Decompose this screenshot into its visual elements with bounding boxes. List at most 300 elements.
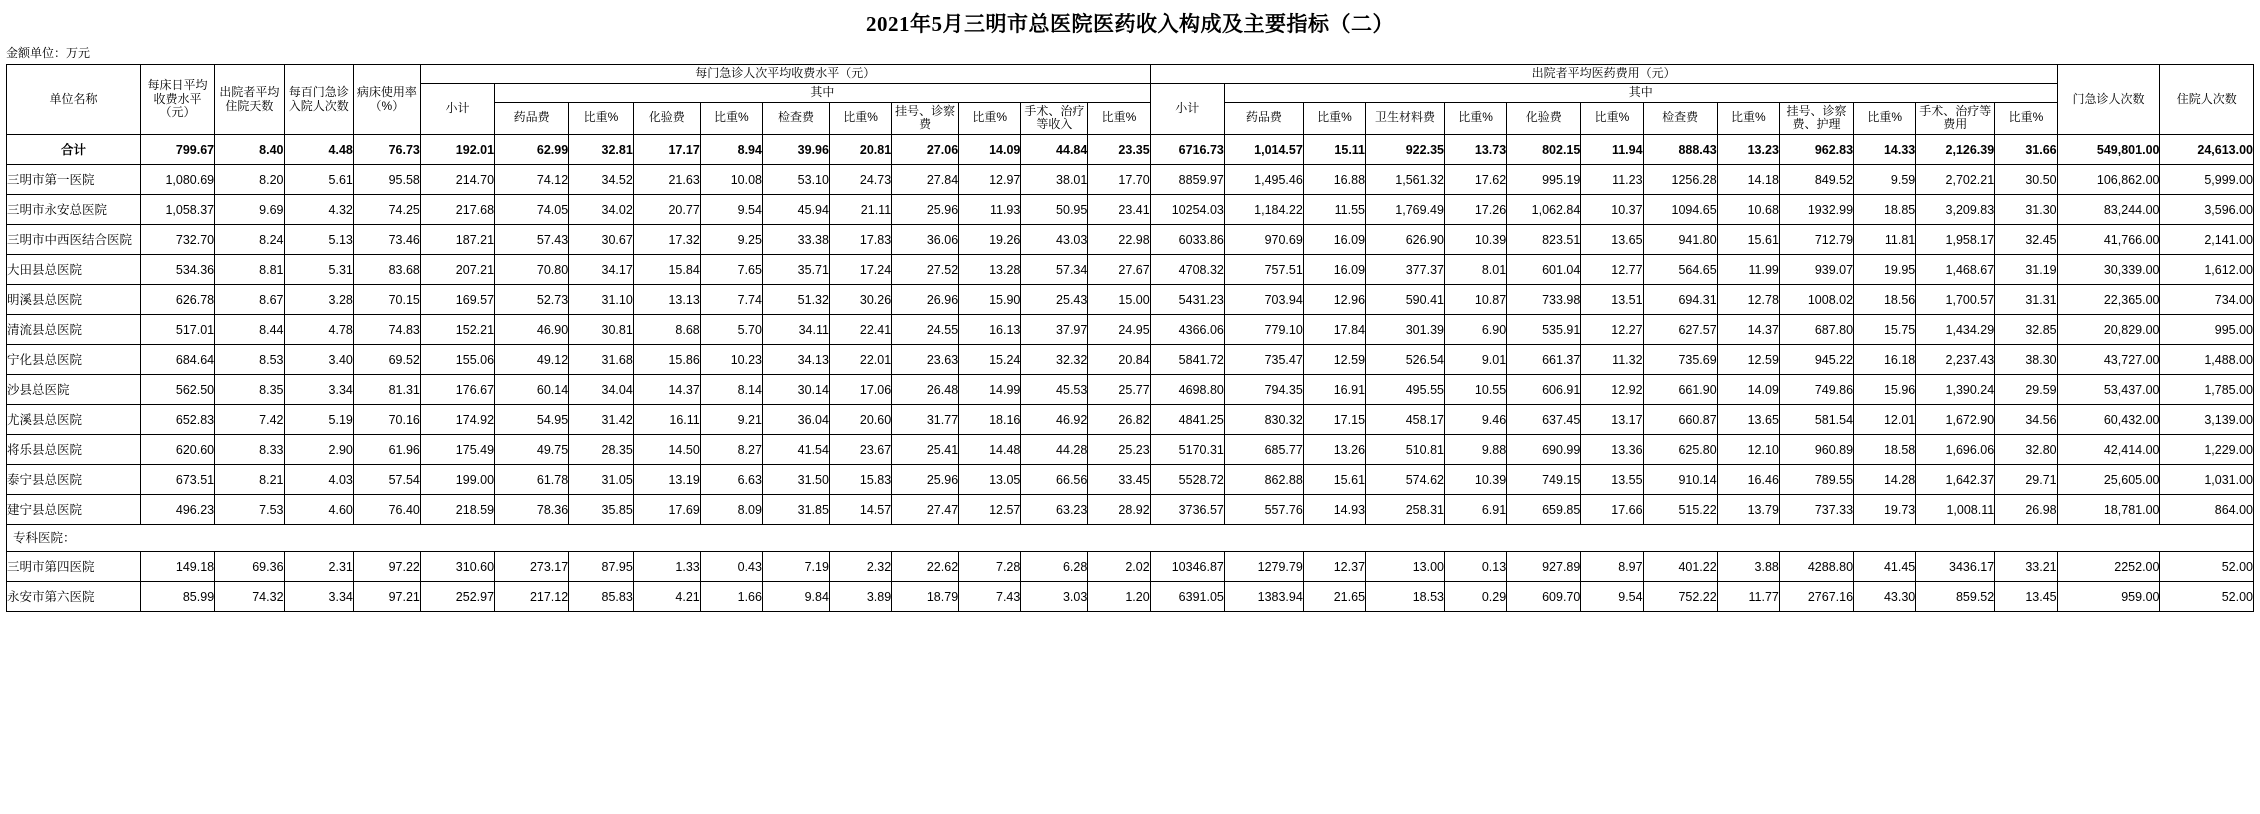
header-op-reg-diag-ratio: 比重%: [959, 102, 1021, 135]
cell-value: 14.33: [1854, 135, 1916, 165]
cell-value: 13.73: [1444, 135, 1506, 165]
cell-value: 685.77: [1224, 435, 1303, 465]
header-op-lab-fee: 化验费: [633, 102, 700, 135]
header-ip-exam-ratio: 比重%: [1717, 102, 1779, 135]
cell-value: 37.97: [1021, 315, 1088, 345]
cell-value: 15.11: [1303, 135, 1365, 165]
cell-value: 70.80: [495, 255, 569, 285]
cell-value: 31.10: [569, 285, 634, 315]
cell-value: 176.67: [420, 375, 494, 405]
cell-value: 31.85: [762, 495, 829, 525]
cell-value: 960.89: [1779, 435, 1853, 465]
cell-value: 13.19: [633, 465, 700, 495]
cell-value: 17.70: [1088, 165, 1150, 195]
cell-value: 74.25: [353, 195, 420, 225]
cell-value: 149.18: [140, 552, 214, 582]
cell-value: 29.71: [1995, 465, 2057, 495]
cell-value: 9.01: [1444, 345, 1506, 375]
cell-value: 15.86: [633, 345, 700, 375]
table-row: [7, 165, 2254, 195]
cell-value: 14.09: [959, 135, 1021, 165]
cell-value: 13.79: [1717, 495, 1779, 525]
cell-value: 41.54: [762, 435, 829, 465]
cell-value: 620.60: [140, 435, 214, 465]
cell-value: 7.19: [762, 552, 829, 582]
cell-value: 859.52: [1916, 582, 1995, 612]
cell-value: 703.94: [1224, 285, 1303, 315]
cell-value: 15.24: [959, 345, 1021, 375]
cell-value: 8.40: [215, 135, 284, 165]
cell-value: 30.67: [569, 225, 634, 255]
cell-value: 57.34: [1021, 255, 1088, 285]
cell-value: 25.41: [892, 435, 959, 465]
cell-value: 1,700.57: [1916, 285, 1995, 315]
cell-value: 51.32: [762, 285, 829, 315]
cell-value: 16.11: [633, 405, 700, 435]
cell-value: 1,495.46: [1224, 165, 1303, 195]
cell-value: 13.00: [1366, 552, 1445, 582]
cell-value: 41.45: [1854, 552, 1916, 582]
cell-value: 11.32: [1581, 345, 1643, 375]
cell-value: 20.84: [1088, 345, 1150, 375]
cell-value: 12.59: [1717, 345, 1779, 375]
cell-value: 17.32: [633, 225, 700, 255]
cell-value: 52.00: [2160, 552, 2254, 582]
table-row: [7, 225, 2254, 255]
cell-value: 735.47: [1224, 345, 1303, 375]
cell-value: 5841.72: [1150, 345, 1224, 375]
header-op-reg-diag-fee: 挂号、诊察费: [892, 102, 959, 135]
cell-value: 35.71: [762, 255, 829, 285]
cell-value: 21.63: [633, 165, 700, 195]
cell-value: 1,612.00: [2160, 255, 2254, 285]
cell-value: 85.99: [140, 582, 214, 612]
cell-value: 20.60: [829, 405, 891, 435]
cell-value: 26.98: [1995, 495, 2057, 525]
cell-value: 9.59: [1854, 165, 1916, 195]
cell-value: 625.80: [1643, 435, 1717, 465]
cell-value: 169.57: [420, 285, 494, 315]
cell-value: 1,696.06: [1916, 435, 1995, 465]
cell-value: 14.28: [1854, 465, 1916, 495]
cell-value: 9.54: [700, 195, 762, 225]
cell-value: 199.00: [420, 465, 494, 495]
cell-value: 732.70: [140, 225, 214, 255]
cell-value: 31.19: [1995, 255, 2057, 285]
cell-value: 10.39: [1444, 225, 1506, 255]
table-row: [7, 315, 2254, 345]
cell-value: 862.88: [1224, 465, 1303, 495]
cell-value: 12.57: [959, 495, 1021, 525]
cell-value: 5,999.00: [2160, 165, 2254, 195]
cell-value: 62.99: [495, 135, 569, 165]
cell-value: 562.50: [140, 375, 214, 405]
header-inpatient-subtotal: 小计: [1150, 83, 1224, 134]
cell-value: 19.73: [1854, 495, 1916, 525]
cell-value: 31.66: [1995, 135, 2057, 165]
cell-value: 2,237.43: [1916, 345, 1995, 375]
cell-value: 8.24: [215, 225, 284, 255]
cell-value: 34.11: [762, 315, 829, 345]
cell-value: 13.13: [633, 285, 700, 315]
cell-value: 32.80: [1995, 435, 2057, 465]
cell-value: 601.04: [1507, 255, 1581, 285]
cell-value: 684.64: [140, 345, 214, 375]
cell-value: 57.54: [353, 465, 420, 495]
unit-note: 金额单位：万元: [6, 46, 91, 60]
cell-value: 7.43: [959, 582, 1021, 612]
header-bed-day-avg: 每床日平均收费水平（元）: [140, 65, 214, 135]
cell-value: 1.20: [1088, 582, 1150, 612]
cell-value: 8.20: [215, 165, 284, 195]
cell-value: 17.26: [1444, 195, 1506, 225]
cell-value: 939.07: [1779, 255, 1853, 285]
row-label: 将乐县总医院: [7, 435, 141, 465]
cell-value: 20,829.00: [2057, 315, 2160, 345]
cell-value: 510.81: [1366, 435, 1445, 465]
cell-value: 31.50: [762, 465, 829, 495]
cell-value: 22.62: [892, 552, 959, 582]
table-row: [7, 582, 2254, 612]
cell-value: 10.39: [1444, 465, 1506, 495]
cell-value: 7.28: [959, 552, 1021, 582]
cell-value: 8.09: [700, 495, 762, 525]
cell-value: 23.67: [829, 435, 891, 465]
page-title: 2021年5月三明市总医院医药收入构成及主要指标（二）: [866, 12, 1394, 36]
cell-value: 4288.80: [1779, 552, 1853, 582]
row-label: 明溪县总医院: [7, 285, 141, 315]
cell-value: 4.48: [284, 135, 353, 165]
cell-value: 2.90: [284, 435, 353, 465]
table-row: [7, 435, 2254, 465]
header-outpatient-among-which: 其中: [495, 83, 1151, 102]
cell-value: 15.84: [633, 255, 700, 285]
cell-value: 1,785.00: [2160, 375, 2254, 405]
cell-value: 11.94: [1581, 135, 1643, 165]
cell-value: 4.21: [633, 582, 700, 612]
cell-value: 187.21: [420, 225, 494, 255]
cell-value: 17.06: [829, 375, 891, 405]
cell-value: 659.85: [1507, 495, 1581, 525]
cell-value: 3.34: [284, 375, 353, 405]
cell-value: 733.98: [1507, 285, 1581, 315]
header-op-drug-ratio: 比重%: [569, 102, 634, 135]
cell-value: 15.96: [1854, 375, 1916, 405]
cell-value: 34.02: [569, 195, 634, 225]
cell-value: 34.17: [569, 255, 634, 285]
cell-value: 11.77: [1717, 582, 1779, 612]
cell-value: 32.45: [1995, 225, 2057, 255]
cell-value: 7.65: [700, 255, 762, 285]
cell-value: 83.68: [353, 255, 420, 285]
cell-value: 8.68: [633, 315, 700, 345]
cell-value: 652.83: [140, 405, 214, 435]
table-row: [7, 135, 2254, 165]
cell-value: 22.01: [829, 345, 891, 375]
cell-value: 38.30: [1995, 345, 2057, 375]
cell-value: 2767.16: [1779, 582, 1853, 612]
header-ip-drug-fee: 药品费: [1224, 102, 1303, 135]
header-ip-material-fee: 卫生材料费: [1366, 102, 1445, 135]
cell-value: 52.73: [495, 285, 569, 315]
cell-value: 85.83: [569, 582, 634, 612]
cell-value: 218.59: [420, 495, 494, 525]
cell-value: 6391.05: [1150, 582, 1224, 612]
cell-value: 4.32: [284, 195, 353, 225]
cell-value: 28.92: [1088, 495, 1150, 525]
cell-value: 25.43: [1021, 285, 1088, 315]
cell-value: 10.68: [1717, 195, 1779, 225]
cell-value: 7.53: [215, 495, 284, 525]
cell-value: 31.30: [1995, 195, 2057, 225]
header-ip-surgery-treat-ratio: 比重%: [1995, 102, 2057, 135]
header-group-outpatient: 每门急诊人次平均收费水平（元）: [420, 65, 1150, 84]
cell-value: 1,434.29: [1916, 315, 1995, 345]
cell-value: 17.15: [1303, 405, 1365, 435]
cell-value: 12.37: [1303, 552, 1365, 582]
cell-value: 11.81: [1854, 225, 1916, 255]
cell-value: 57.43: [495, 225, 569, 255]
cell-value: 6.63: [700, 465, 762, 495]
cell-value: 152.21: [420, 315, 494, 345]
cell-value: 6.90: [1444, 315, 1506, 345]
header-ip-reg-diag-nurse-ratio: 比重%: [1854, 102, 1916, 135]
cell-value: 8.01: [1444, 255, 1506, 285]
cell-value: 34.52: [569, 165, 634, 195]
cell-value: 14.48: [959, 435, 1021, 465]
cell-value: 16.13: [959, 315, 1021, 345]
cell-value: 252.97: [420, 582, 494, 612]
table-body: [7, 135, 2254, 612]
cell-value: 5.19: [284, 405, 353, 435]
cell-value: 27.47: [892, 495, 959, 525]
cell-value: 60.14: [495, 375, 569, 405]
cell-value: 590.41: [1366, 285, 1445, 315]
cell-value: 31.77: [892, 405, 959, 435]
cell-value: 16.18: [1854, 345, 1916, 375]
cell-value: 11.55: [1303, 195, 1365, 225]
cell-value: 12.59: [1303, 345, 1365, 375]
table-row: [7, 255, 2254, 285]
cell-value: 4366.06: [1150, 315, 1224, 345]
cell-value: 258.31: [1366, 495, 1445, 525]
cell-value: 1256.28: [1643, 165, 1717, 195]
row-label: 三明市中西医结合医院: [7, 225, 141, 255]
cell-value: 0.29: [1444, 582, 1506, 612]
cell-value: 38.01: [1021, 165, 1088, 195]
header-ip-drug-ratio: 比重%: [1303, 102, 1365, 135]
cell-value: 910.14: [1643, 465, 1717, 495]
cell-value: 33.21: [1995, 552, 2057, 582]
cell-value: 34.04: [569, 375, 634, 405]
cell-value: 581.54: [1779, 405, 1853, 435]
cell-value: 4.78: [284, 315, 353, 345]
cell-value: 18.58: [1854, 435, 1916, 465]
header-inpatient-count: 住院人次数: [2160, 65, 2254, 135]
cell-value: 13.28: [959, 255, 1021, 285]
row-label: 永安市第六医院: [7, 582, 141, 612]
table-row: [7, 345, 2254, 375]
header-inpatient-among-which: 其中: [1224, 83, 2057, 102]
cell-value: 749.86: [1779, 375, 1853, 405]
cell-value: 22.41: [829, 315, 891, 345]
cell-value: 9.25: [700, 225, 762, 255]
cell-value: 34.56: [1995, 405, 2057, 435]
cell-value: 14.93: [1303, 495, 1365, 525]
cell-value: 15.61: [1717, 225, 1779, 255]
cell-value: 3.40: [284, 345, 353, 375]
cell-value: 31.68: [569, 345, 634, 375]
cell-value: 23.41: [1088, 195, 1150, 225]
cell-value: 70.15: [353, 285, 420, 315]
cell-value: 49.75: [495, 435, 569, 465]
row-label: 沙县总医院: [7, 375, 141, 405]
cell-value: 16.91: [1303, 375, 1365, 405]
header-op-surgery-ratio: 比重%: [1088, 102, 1150, 135]
cell-value: 3,209.83: [1916, 195, 1995, 225]
cell-value: 8859.97: [1150, 165, 1224, 195]
cell-value: 13.65: [1717, 405, 1779, 435]
header-ip-material-ratio: 比重%: [1444, 102, 1506, 135]
cell-value: 17.24: [829, 255, 891, 285]
cell-value: 15.61: [1303, 465, 1365, 495]
cell-value: 15.75: [1854, 315, 1916, 345]
cell-value: 26.82: [1088, 405, 1150, 435]
header-ip-lab-fee: 化验费: [1507, 102, 1581, 135]
cell-value: 44.84: [1021, 135, 1088, 165]
cell-value: 10254.03: [1150, 195, 1224, 225]
cell-value: 5170.31: [1150, 435, 1224, 465]
cell-value: 31.42: [569, 405, 634, 435]
cell-value: 19.26: [959, 225, 1021, 255]
table-row: [7, 552, 2254, 582]
cell-value: 1,008.11: [1916, 495, 1995, 525]
cell-value: 46.92: [1021, 405, 1088, 435]
table-row: [7, 375, 2254, 405]
cell-value: 627.57: [1643, 315, 1717, 345]
cell-value: 18.79: [892, 582, 959, 612]
row-label: 泰宁县总医院: [7, 465, 141, 495]
cell-value: 106,862.00: [2057, 165, 2160, 195]
cell-value: 24.73: [829, 165, 891, 195]
cell-value: 18.56: [1854, 285, 1916, 315]
cell-value: 34.13: [762, 345, 829, 375]
cell-value: 8.21: [215, 465, 284, 495]
cell-value: 30.81: [569, 315, 634, 345]
cell-value: 3.34: [284, 582, 353, 612]
cell-value: 14.99: [959, 375, 1021, 405]
cell-value: 14.09: [1717, 375, 1779, 405]
cell-value: 849.52: [1779, 165, 1853, 195]
cell-value: 557.76: [1224, 495, 1303, 525]
cell-value: 39.96: [762, 135, 829, 165]
header-row-1: [7, 65, 2254, 84]
cell-value: 1,672.90: [1916, 405, 1995, 435]
cell-value: 13.05: [959, 465, 1021, 495]
cell-value: 31.31: [1995, 285, 2057, 315]
cell-value: 175.49: [420, 435, 494, 465]
header-ip-exam-fee: 检查费: [1643, 102, 1717, 135]
cell-value: 9.46: [1444, 405, 1506, 435]
cell-value: 27.84: [892, 165, 959, 195]
cell-value: 14.50: [633, 435, 700, 465]
cell-value: 11.99: [1717, 255, 1779, 285]
cell-value: 12.97: [959, 165, 1021, 195]
cell-value: 174.92: [420, 405, 494, 435]
cell-value: 5.70: [700, 315, 762, 345]
cell-value: 1383.94: [1224, 582, 1303, 612]
cell-value: 626.78: [140, 285, 214, 315]
cell-value: 33.45: [1088, 465, 1150, 495]
cell-value: 1,561.32: [1366, 165, 1445, 195]
cell-value: 1,058.37: [140, 195, 214, 225]
cell-value: 495.55: [1366, 375, 1445, 405]
cell-value: 30.26: [829, 285, 891, 315]
cell-value: 13.36: [1581, 435, 1643, 465]
cell-value: 10.37: [1581, 195, 1643, 225]
cell-value: 752.22: [1643, 582, 1717, 612]
cell-value: 207.21: [420, 255, 494, 285]
section-label: 专科医院：: [7, 525, 2254, 552]
cell-value: 78.36: [495, 495, 569, 525]
cell-value: 13.51: [1581, 285, 1643, 315]
header-ip-lab-ratio: 比重%: [1581, 102, 1643, 135]
cell-value: 61.78: [495, 465, 569, 495]
cell-value: 310.60: [420, 552, 494, 582]
cell-value: 735.69: [1643, 345, 1717, 375]
cell-value: 13.23: [1717, 135, 1779, 165]
cell-value: 32.32: [1021, 345, 1088, 375]
cell-value: 12.27: [1581, 315, 1643, 345]
cell-value: 606.91: [1507, 375, 1581, 405]
cell-value: 823.51: [1507, 225, 1581, 255]
cell-value: 17.69: [633, 495, 700, 525]
table-row: [7, 285, 2254, 315]
cell-value: 2.02: [1088, 552, 1150, 582]
cell-value: 5.61: [284, 165, 353, 195]
row-label: 大田县总医院: [7, 255, 141, 285]
cell-value: 5431.23: [1150, 285, 1224, 315]
cell-value: 155.06: [420, 345, 494, 375]
cell-value: 802.15: [1507, 135, 1581, 165]
cell-value: 41,766.00: [2057, 225, 2160, 255]
row-label: 尤溪县总医院: [7, 405, 141, 435]
cell-value: 830.32: [1224, 405, 1303, 435]
cell-value: 945.22: [1779, 345, 1853, 375]
cell-value: 23.63: [892, 345, 959, 375]
row-label: 合计: [7, 135, 141, 165]
cell-value: 61.96: [353, 435, 420, 465]
cell-value: 749.15: [1507, 465, 1581, 495]
cell-value: 3.28: [284, 285, 353, 315]
cell-value: 0.43: [700, 552, 762, 582]
cell-value: 1.66: [700, 582, 762, 612]
cell-value: 6.28: [1021, 552, 1088, 582]
cell-value: 10.87: [1444, 285, 1506, 315]
header-outpatient-visits: 门急诊人次数: [2057, 65, 2160, 135]
cell-value: 69.36: [215, 552, 284, 582]
cell-value: 10.23: [700, 345, 762, 375]
cell-value: 690.99: [1507, 435, 1581, 465]
cell-value: 36.06: [892, 225, 959, 255]
cell-value: 42,414.00: [2057, 435, 2160, 465]
cell-value: 13.45: [1995, 582, 2057, 612]
cell-value: 3.89: [829, 582, 891, 612]
cell-value: 73.46: [353, 225, 420, 255]
cell-value: 922.35: [1366, 135, 1445, 165]
cell-value: 11.93: [959, 195, 1021, 225]
cell-value: 995.19: [1507, 165, 1581, 195]
